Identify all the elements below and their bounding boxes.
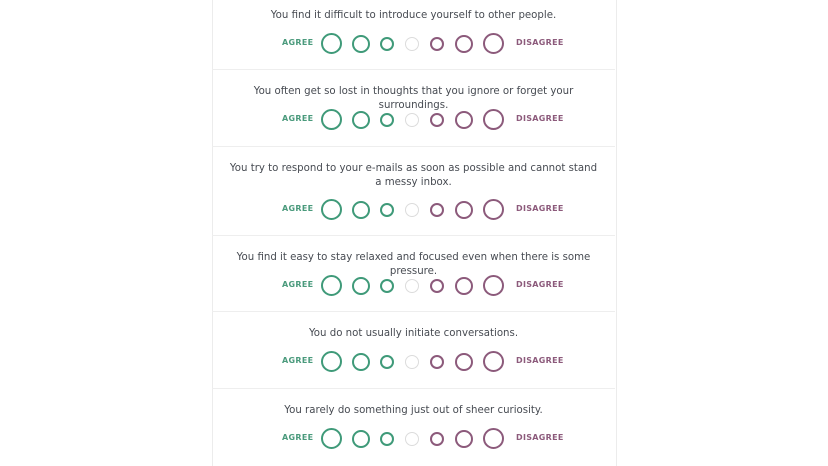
- answer-option-agree[interactable]: [352, 201, 370, 219]
- answer-option-agree-strong[interactable]: [321, 33, 342, 54]
- answer-option-agree-strong[interactable]: [321, 109, 342, 130]
- question-item: [212, 389, 615, 466]
- disagree-label: DISAGREE: [516, 356, 564, 365]
- answer-option-agree[interactable]: [352, 111, 370, 129]
- question-text: You do not usually initiate conversations.: [308, 328, 519, 339]
- question-item: [212, 70, 615, 147]
- question-text: You find it easy to stay relaxed and focused even when there is some pressure.: [236, 252, 591, 277]
- answer-option-disagree-strong[interactable]: [483, 109, 504, 130]
- answer-option-agree-slight[interactable]: [380, 37, 394, 51]
- answer-scale: [212, 31, 615, 55]
- agree-label: AGREE: [282, 38, 314, 47]
- answer-scale: [212, 197, 615, 221]
- agree-label: AGREE: [282, 114, 314, 123]
- question-text: You try to respond to your e-mails as soon as possible and cannot stand a messy inbox.: [229, 163, 598, 188]
- answer-option-agree-slight[interactable]: [380, 279, 394, 293]
- answer-option-neutral[interactable]: [405, 37, 419, 51]
- answer-option-disagree-strong[interactable]: [483, 428, 504, 449]
- answer-option-disagree-slight[interactable]: [430, 203, 444, 217]
- disagree-label: DISAGREE: [516, 204, 564, 213]
- disagree-label: DISAGREE: [516, 280, 564, 289]
- agree-label: AGREE: [282, 356, 314, 365]
- answer-option-agree-slight[interactable]: [380, 203, 394, 217]
- answer-option-disagree-strong[interactable]: [483, 33, 504, 54]
- answer-option-neutral[interactable]: [405, 432, 419, 446]
- answer-option-disagree[interactable]: [455, 35, 473, 53]
- agree-label: AGREE: [282, 433, 314, 442]
- answer-option-agree[interactable]: [352, 353, 370, 371]
- answer-option-neutral[interactable]: [405, 355, 419, 369]
- agree-label: AGREE: [282, 280, 314, 289]
- answer-option-agree-strong[interactable]: [321, 351, 342, 372]
- question-item: [212, 147, 615, 236]
- answer-option-agree[interactable]: [352, 277, 370, 295]
- question-item: [212, 312, 615, 389]
- answer-option-disagree[interactable]: [455, 111, 473, 129]
- answer-option-neutral[interactable]: [405, 279, 419, 293]
- answer-option-agree[interactable]: [352, 35, 370, 53]
- answer-option-agree-slight[interactable]: [380, 432, 394, 446]
- answer-scale: [212, 349, 615, 373]
- disagree-label: DISAGREE: [516, 114, 564, 123]
- answer-option-disagree-strong[interactable]: [483, 199, 504, 220]
- answer-option-disagree[interactable]: [455, 430, 473, 448]
- answer-scale: [212, 107, 615, 131]
- answer-option-disagree[interactable]: [455, 353, 473, 371]
- answer-scale: [212, 273, 615, 297]
- answer-option-disagree-slight[interactable]: [430, 355, 444, 369]
- answer-option-neutral[interactable]: [405, 113, 419, 127]
- answer-option-agree[interactable]: [352, 430, 370, 448]
- answer-option-disagree-strong[interactable]: [483, 351, 504, 372]
- answer-option-agree-strong[interactable]: [321, 199, 342, 220]
- agree-label: AGREE: [282, 204, 314, 213]
- disagree-label: DISAGREE: [516, 38, 564, 47]
- answer-option-disagree[interactable]: [455, 277, 473, 295]
- disagree-label: DISAGREE: [516, 433, 564, 442]
- answer-option-disagree-slight[interactable]: [430, 113, 444, 127]
- answer-option-agree-slight[interactable]: [380, 355, 394, 369]
- question-text: You find it difficult to introduce yourself to other people.: [270, 10, 557, 21]
- question-text: You rarely do something just out of sheer curiosity.: [284, 405, 543, 416]
- answer-option-agree-slight[interactable]: [380, 113, 394, 127]
- question-item: [212, 0, 615, 70]
- answer-option-agree-strong[interactable]: [321, 428, 342, 449]
- answer-option-neutral[interactable]: [405, 203, 419, 217]
- answer-option-disagree-slight[interactable]: [430, 37, 444, 51]
- question-item: [212, 236, 615, 312]
- answer-option-disagree-slight[interactable]: [430, 279, 444, 293]
- answer-option-disagree-slight[interactable]: [430, 432, 444, 446]
- question-text: You often get so lost in thoughts that you ignore or forget your surroundings.: [253, 86, 574, 111]
- answer-option-agree-strong[interactable]: [321, 275, 342, 296]
- answer-option-disagree[interactable]: [455, 201, 473, 219]
- answer-scale: [212, 426, 615, 450]
- answer-option-disagree-strong[interactable]: [483, 275, 504, 296]
